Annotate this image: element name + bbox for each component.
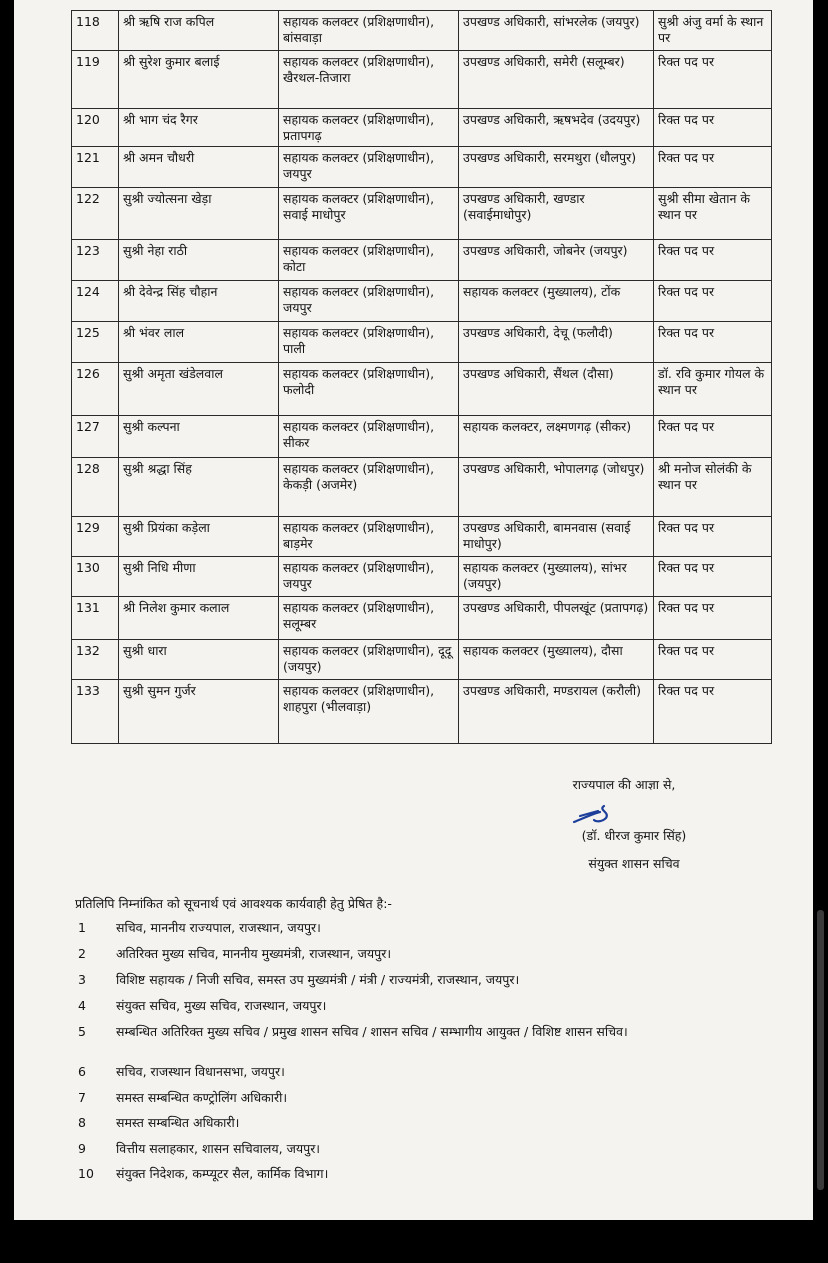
copy-list-item <box>78 946 391 962</box>
cell-to: उपखण्ड अधिकारी, पीपलखूंट (प्रतापगढ़) <box>459 597 654 640</box>
cell-name: सुश्री प्रियंका कड़ेला <box>119 517 279 557</box>
cell-name: श्री सुरेश कुमार बलाई <box>119 51 279 109</box>
copy-item-text: सचिव, राजस्थान विधानसभा, जयपुर। <box>116 1064 285 1079</box>
cell-remark: रिक्त पद पर <box>654 597 772 640</box>
table-row <box>72 147 772 188</box>
cell-name: सुश्री कल्पना <box>119 416 279 458</box>
cell-from: सहायक कलक्टर (प्रशिक्षणाधीन), सलूम्बर <box>279 597 459 640</box>
cell-to: सहायक कलक्टर, लक्ष्मणगढ़ (सीकर) <box>459 416 654 458</box>
cell-to: उपखण्ड अधिकारी, ऋषभदेव (उदयपुर) <box>459 109 654 147</box>
cell-remark: रिक्त पद पर <box>654 109 772 147</box>
cell-remark: रिक्त पद पर <box>654 240 772 281</box>
cell-from: सहायक कलक्टर (प्रशिक्षणाधीन), बांसवाड़ा <box>279 11 459 51</box>
cell-from: सहायक कलक्टर (प्रशिक्षणाधीन), जयपुर <box>279 147 459 188</box>
signatory-designation: संयुक्त शासन सचिव <box>588 856 680 871</box>
cell-no: 126 <box>72 363 119 416</box>
cell-to: उपखण्ड अधिकारी, खण्डार (सवाईमाधोपुर) <box>459 188 654 240</box>
cell-no: 133 <box>72 680 119 744</box>
cell-to: उपखण्ड अधिकारी, भोपालगढ़ (जोधपुर) <box>459 458 654 517</box>
document-page <box>14 0 813 1220</box>
cell-name: श्री निलेश कुमार कलाल <box>119 597 279 640</box>
cell-from: सहायक कलक्टर (प्रशिक्षणाधीन), जयपुर <box>279 557 459 597</box>
cell-name: श्री ऋषि राज कपिल <box>119 11 279 51</box>
table-row <box>72 11 772 51</box>
copy-item-number: 6 <box>78 1064 86 1079</box>
cell-to: सहायक कलक्टर (मुख्यालय), दौसा <box>459 640 654 680</box>
table-row <box>72 517 772 557</box>
copy-item-number: 9 <box>78 1141 86 1156</box>
copy-item-text: सम्बन्धित अतिरिक्त मुख्य सचिव / प्रमुख शासन सचिव / शासन सचिव / सम्भागीय आयुक्त / विशिष्ट शासन सचिव। <box>116 1024 628 1039</box>
cell-no: 129 <box>72 517 119 557</box>
cell-name: श्री अमन चौधरी <box>119 147 279 188</box>
cell-from: सहायक कलक्टर (प्रशिक्षणाधीन), खैरथल-तिजारा <box>279 51 459 109</box>
copy-list-item <box>78 1166 328 1182</box>
cell-no: 130 <box>72 557 119 597</box>
cell-no: 119 <box>72 51 119 109</box>
cell-name: सुश्री श्रद्धा सिंह <box>119 458 279 517</box>
table-row <box>72 458 772 517</box>
table-row <box>72 597 772 640</box>
cell-from: सहायक कलक्टर (प्रशिक्षणाधीन), शाहपुरा (भीलवाड़ा) <box>279 680 459 744</box>
copy-list-item <box>78 1090 287 1106</box>
cell-to: सहायक कलक्टर (मुख्यालय), टोंक <box>459 281 654 322</box>
copy-item-text: अतिरिक्त मुख्य सचिव, माननीय मुख्यमंत्री, राजस्थान, जयपुर। <box>116 946 392 961</box>
copy-item-number: 10 <box>78 1166 94 1181</box>
table-row <box>72 322 772 363</box>
cell-from: सहायक कलक्टर (प्रशिक्षणाधीन), सवाई माधोपुर <box>279 188 459 240</box>
copy-item-number: 7 <box>78 1090 86 1105</box>
cell-from: सहायक कलक्टर (प्रशिक्षणाधीन), सीकर <box>279 416 459 458</box>
cell-from: सहायक कलक्टर (प्रशिक्षणाधीन), फलोदी <box>279 363 459 416</box>
cell-to: उपखण्ड अधिकारी, सैंथल (दौसा) <box>459 363 654 416</box>
cell-to: उपखण्ड अधिकारी, जोबनेर (जयपुर) <box>459 240 654 281</box>
cell-no: 128 <box>72 458 119 517</box>
cell-remark: डॉ. रवि कुमार गोयल के स्थान पर <box>654 363 772 416</box>
cell-from: सहायक कलक्टर (प्रशिक्षणाधीन), कोटा <box>279 240 459 281</box>
copy-intro: प्रतिलिपि निम्नांकित को सूचनार्थ एवं आवश्यक कार्यवाही हेतु प्रेषित है:- <box>75 896 392 911</box>
cell-no: 118 <box>72 11 119 51</box>
cell-no: 131 <box>72 597 119 640</box>
cell-no: 121 <box>72 147 119 188</box>
cell-remark: रिक्त पद पर <box>654 680 772 744</box>
cell-to: उपखण्ड अधिकारी, देचू (फलौदी) <box>459 322 654 363</box>
copy-item-number: 3 <box>78 972 86 987</box>
cell-remark: रिक्त पद पर <box>654 147 772 188</box>
cell-from: सहायक कलक्टर (प्रशिक्षणाधीन), केकड़ी (अजमेर) <box>279 458 459 517</box>
table-row <box>72 680 772 744</box>
cell-no: 123 <box>72 240 119 281</box>
cell-name: सुश्री नेहा राठी <box>119 240 279 281</box>
cell-remark: रिक्त पद पर <box>654 416 772 458</box>
table-row <box>72 557 772 597</box>
copy-item-text: समस्त सम्बन्धित कण्ट्रोलिंग अधिकारी। <box>116 1090 288 1105</box>
cell-name: सुश्री ज्योत्सना खेड़ा <box>119 188 279 240</box>
cell-name: श्री देवेन्द्र सिंह चौहान <box>119 281 279 322</box>
copy-list-item <box>78 1024 628 1040</box>
cell-from: सहायक कलक्टर (प्रशिक्षणाधीन), दूदू (जयपुर) <box>279 640 459 680</box>
cell-to: उपखण्ड अधिकारी, सरमथुरा (धौलपुर) <box>459 147 654 188</box>
copy-item-number: 1 <box>78 920 86 935</box>
cell-no: 125 <box>72 322 119 363</box>
cell-remark: रिक्त पद पर <box>654 557 772 597</box>
cell-remark: सुश्री सीमा खेतान के स्थान पर <box>654 188 772 240</box>
cell-to: उपखण्ड अधिकारी, बामनवास (सवाई माधोपुर) <box>459 517 654 557</box>
copy-item-text: समस्त सम्बन्धित अधिकारी। <box>116 1115 240 1130</box>
cell-no: 127 <box>72 416 119 458</box>
cell-remark: रिक्त पद पर <box>654 281 772 322</box>
copy-item-text: वित्तीय सलाहकार, शासन सचिवालय, जयपुर। <box>116 1141 321 1156</box>
cell-to: उपखण्ड अधिकारी, समेरी (सलूम्बर) <box>459 51 654 109</box>
copy-list-item <box>78 1115 239 1131</box>
table-row <box>72 640 772 680</box>
cell-remark: रिक्त पद पर <box>654 322 772 363</box>
copy-list-item <box>78 1141 320 1157</box>
table-row <box>72 188 772 240</box>
copy-item-text: संयुक्त निदेशक, कम्प्यूटर सैल, कार्मिक विभाग। <box>116 1166 329 1181</box>
copy-item-text: विशिष्ट सहायक / निजी सचिव, समस्त उप मुख्यमंत्री / मंत्री / राज्यमंत्री, राजस्थान, जयपुर। <box>116 972 520 987</box>
copy-list-item <box>78 1064 285 1080</box>
signature-mark <box>570 800 626 828</box>
cell-to: सहायक कलक्टर (मुख्यालय), सांभर (जयपुर) <box>459 557 654 597</box>
copy-item-number: 4 <box>78 998 86 1013</box>
cell-remark: श्री मनोज सोलंकी के स्थान पर <box>654 458 772 517</box>
cell-name: सुश्री सुमन गुर्जर <box>119 680 279 744</box>
cell-no: 132 <box>72 640 119 680</box>
table-row <box>72 240 772 281</box>
cell-name: श्री भाग चंद रैगर <box>119 109 279 147</box>
cell-from: सहायक कलक्टर (प्रशिक्षणाधीन), जयपुर <box>279 281 459 322</box>
cell-remark: रिक्त पद पर <box>654 640 772 680</box>
copy-item-number: 8 <box>78 1115 86 1130</box>
cell-remark: रिक्त पद पर <box>654 517 772 557</box>
copy-list-item <box>78 972 519 988</box>
cell-no: 122 <box>72 188 119 240</box>
copy-list-item <box>78 920 321 936</box>
copy-item-number: 2 <box>78 946 86 961</box>
scroll-edge <box>817 910 824 1190</box>
cell-name: श्री भंवर लाल <box>119 322 279 363</box>
cell-to: उपखण्ड अधिकारी, सांभरलेक (जयपुर) <box>459 11 654 51</box>
transfer-table <box>71 10 772 744</box>
cell-remark: रिक्त पद पर <box>654 51 772 109</box>
cell-to: उपखण्ड अधिकारी, मण्डरायल (करौली) <box>459 680 654 744</box>
table-row <box>72 416 772 458</box>
signatory-name: (डॉ. धीरज कुमार सिंह) <box>581 828 687 843</box>
table-row <box>72 281 772 322</box>
cell-name: सुश्री अमृता खंडेलवाल <box>119 363 279 416</box>
copy-list-item <box>78 998 326 1014</box>
table-row <box>72 109 772 147</box>
cell-no: 124 <box>72 281 119 322</box>
cell-remark: सुश्री अंजु वर्मा के स्थान पर <box>654 11 772 51</box>
copy-item-text: सचिव, माननीय राज्यपाल, राजस्थान, जयपुर। <box>116 920 321 935</box>
cell-from: सहायक कलक्टर (प्रशिक्षणाधीन), बाड़मेर <box>279 517 459 557</box>
cell-from: सहायक कलक्टर (प्रशिक्षणाधीन), पाली <box>279 322 459 363</box>
order-line: राज्यपाल की आज्ञा से, <box>572 777 676 792</box>
copy-item-text: संयुक्त सचिव, मुख्य सचिव, राजस्थान, जयपुर। <box>116 998 327 1013</box>
cell-name: सुश्री धारा <box>119 640 279 680</box>
cell-name: सुश्री निधि मीणा <box>119 557 279 597</box>
copy-item-number: 5 <box>78 1024 86 1039</box>
table-row <box>72 51 772 109</box>
cell-no: 120 <box>72 109 119 147</box>
cell-from: सहायक कलक्टर (प्रशिक्षणाधीन), प्रतापगढ़ <box>279 109 459 147</box>
table-row <box>72 363 772 416</box>
